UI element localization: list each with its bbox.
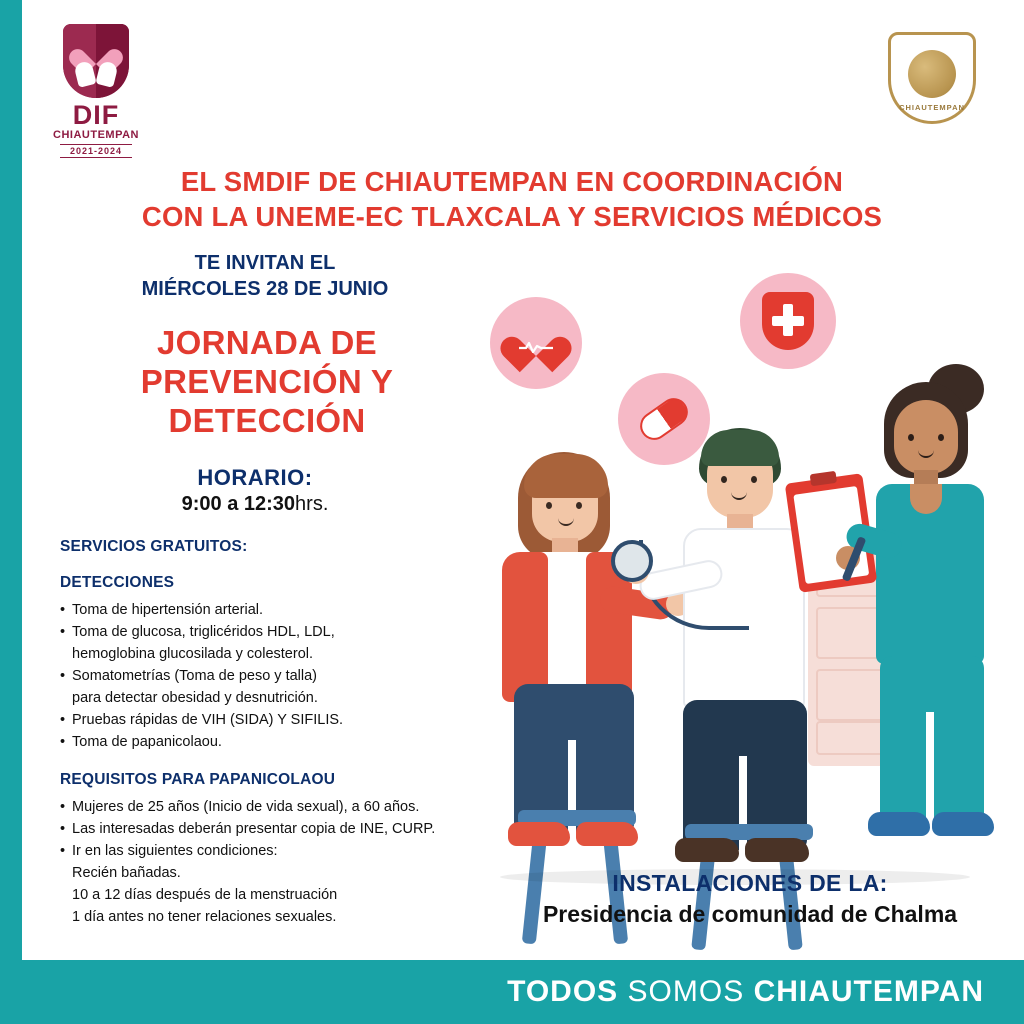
illustration [470,265,1015,895]
headline-line-2: CON LA UNEME-EC TLAXCALA Y SERVICIOS MÉDICOS [141,201,883,233]
invitation-text [50,250,480,302]
list-item: 10 a 12 días después de la menstruación [72,887,338,904]
municipal-shield-icon [888,32,976,124]
municipality-logo [884,32,980,124]
heart-pulse-icon [490,297,582,389]
footer-slogan-part-3: CHIAUTEMPAN [753,975,984,1008]
venue-block [500,870,1000,928]
invitation-line-1: TE INVITAN EL [194,252,336,274]
invitation-date: MIÉRCOLES 28 DE JUNIO [141,278,389,300]
list-item: • Mujeres de 25 años (Inicio de vida sexual), a 60 años. [60,796,480,818]
dif-logo [36,24,156,159]
municipal-emblem-icon [908,50,956,98]
medical-shield-cross-icon [740,273,836,369]
venue-place: Presidencia de comunidad de Chalma [542,901,958,927]
list-item: para detectar obesidad y desnutrición. [72,689,318,706]
services-heading: SERVICIOS GRATUITOS: [60,537,248,555]
list-item: • Somatometrías (Toma de peso y talla) [60,665,480,687]
municipality-logo-name: CHIAUTEMPAN [899,103,965,112]
list-item: • Las interesadas deberán presentar copia de INE, CURP. [60,818,480,840]
heart-hands-shield-icon [63,24,129,98]
list-item: • Ir en las siguientes condiciones: [60,840,480,862]
detections-list [60,599,480,753]
info-column [60,250,480,928]
detections-heading: DETECCIONES [60,573,175,591]
venue-label: INSTALACIONES DE LA: [612,870,888,896]
headline-line-1: EL SMDIF DE CHIAUTEMPAN EN COORDINACIÓN [180,166,844,197]
list-item: hemoglobina glucosilada y colesterol. [72,645,314,662]
list-item: • Pruebas rápidas de VIH (SIDA) Y SIFILIS. [60,709,480,731]
schedule-time [30,493,480,516]
dif-logo-subtitle: CHIAUTEMPAN [53,129,139,141]
list-item: 1 día antes no tener relaciones sexuales. [72,909,337,926]
list-item: Recién bañadas. [72,865,181,882]
schedule-block [30,465,480,516]
list-item: • Toma de hipertensión arterial. [60,599,480,621]
requirements-list [60,796,480,928]
footer-slogan [507,975,1024,1009]
schedule-time-value: 9:00 a 12:30 [181,492,296,515]
list-item: • Toma de papanicolaou. [60,731,480,753]
dif-logo-title: DIF [72,100,120,130]
footer-slogan-part-1: TODOS [507,975,619,1008]
event-title-line-1: JORNADA DE [157,324,377,361]
left-accent-band [0,0,22,1024]
footer-band [0,960,1024,1024]
event-title-line-2: PREVENCIÓN Y DETECCIÓN [140,362,394,439]
dif-logo-years: 2021-2024 [60,144,132,158]
event-title [54,324,480,441]
requirements-heading: REQUISITOS PARA PAPANICOLAOU [60,771,336,789]
schedule-time-unit: hrs. [295,492,329,515]
page-title [60,164,964,234]
list-item: • Toma de glucosa, triglicéridos HDL, LDL, [60,621,480,643]
pulse-line-icon [519,341,553,353]
nurse-with-clipboard [840,360,1024,880]
schedule-label: HORARIO: [197,464,313,490]
footer-slogan-part-2: SOMOS [618,975,754,1008]
